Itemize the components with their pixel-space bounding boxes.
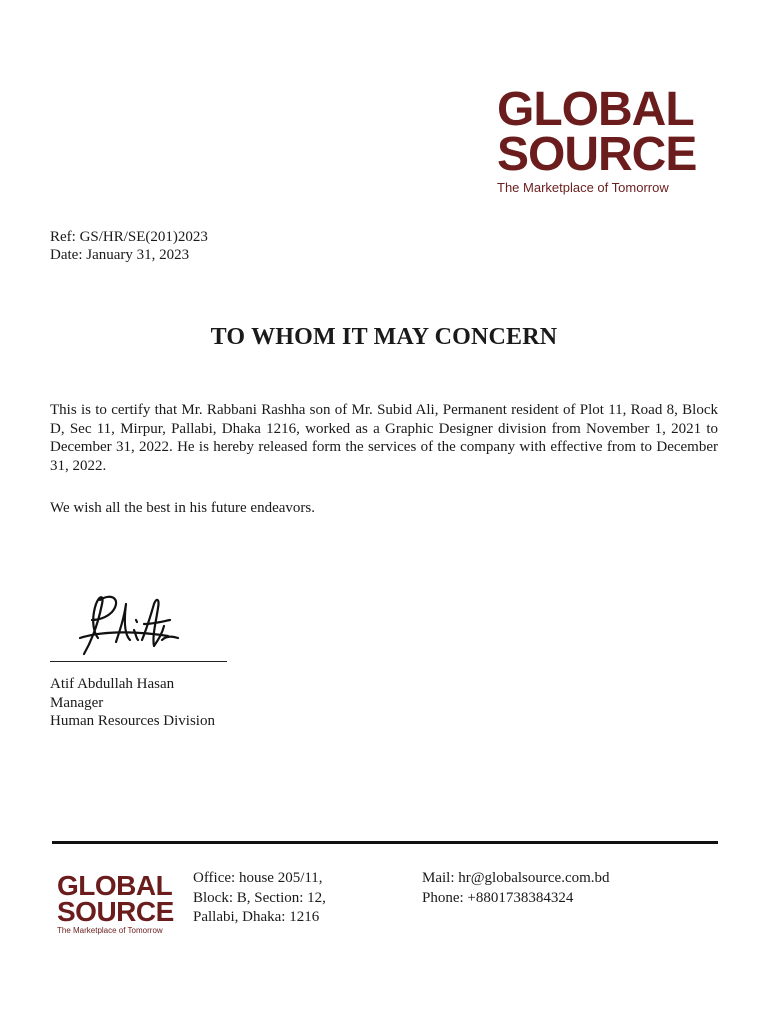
- footer-divider: [52, 841, 718, 844]
- office-line-2: Block: B, Section: 12,: [193, 889, 326, 906]
- footer-logo: [57, 870, 182, 936]
- phone-number: Phone: +8801738384324: [422, 889, 574, 906]
- office-line-1: Office: house 205/11,: [193, 870, 323, 886]
- signer-title: Manager: [50, 694, 104, 711]
- office-address: [193, 869, 326, 928]
- handwritten-signature: [78, 590, 188, 665]
- logo-tagline: The Marketplace of Tomorrow: [497, 180, 669, 196]
- footer-logo-word-source: SOURCE: [57, 896, 174, 928]
- letter-title: TO WHOM IT MAY CONCERN: [210, 324, 558, 350]
- mail-address: Mail: hr@globalsource.com.bd: [422, 870, 610, 886]
- signer-name: Atif Abdullah Hasan: [50, 676, 175, 692]
- letter-date: Date: January 31, 2023: [50, 247, 190, 263]
- footer-logo-word-global: GLOBAL: [57, 870, 173, 901]
- logo-word-global: GLOBAL: [497, 83, 694, 136]
- signer-block: [50, 675, 215, 731]
- certificate-paragraph: This is to certify that Mr. Rabbani Rashha son of Mr. Subid Ali, Permanent resident of Plot 11, Road 8, Block D, Sec 11, Mirpur, Pallabi, Dhaka 1216, worked as a Graphic Designer division from November 1, 2021 to December 31, 2022. He is hereby released form the services of the company with effective from to December 31, 2022.: [50, 402, 718, 474]
- footer-logo-tagline: The Marketplace of Tomorrow: [57, 926, 163, 936]
- office-line-3: Pallabi, Dhaka: 1216: [193, 909, 320, 925]
- contact-info: [422, 869, 610, 908]
- closing-line: We wish all the best in his future endeavors.: [50, 500, 315, 516]
- signature-line: [50, 661, 227, 662]
- reference-number: Ref: GS/HR/SE(201)2023: [50, 229, 208, 245]
- signature-icon: [78, 590, 188, 660]
- logo-word-source: SOURCE: [497, 127, 697, 181]
- signer-division: Human Resources Division: [50, 713, 215, 729]
- company-logo: [497, 83, 712, 196]
- reference-block: [50, 228, 208, 264]
